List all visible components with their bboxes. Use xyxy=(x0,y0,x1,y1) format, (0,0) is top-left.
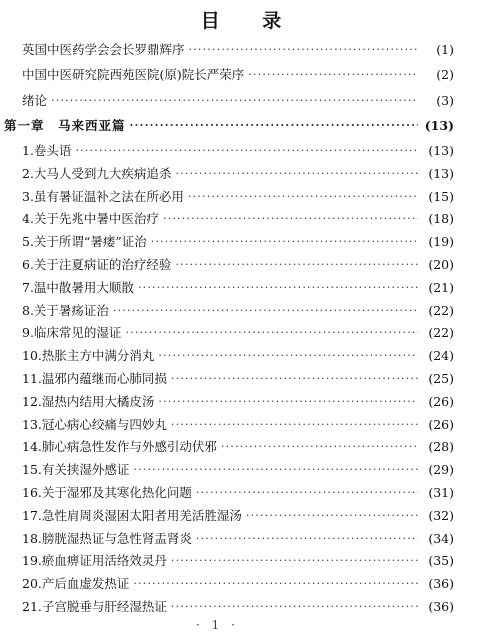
chapter-page: (13) xyxy=(424,118,454,133)
toc-entry-title: 12.湿热内结用大橘皮汤 xyxy=(22,393,155,409)
leader-dots xyxy=(246,506,418,526)
toc-entry-title: 15.有关挟湿外感证 xyxy=(22,462,130,478)
toc-entry xyxy=(0,278,482,298)
toc-entry xyxy=(0,209,482,229)
toc-entry-title: 5.关于所谓“暑痿”证治 xyxy=(22,234,147,250)
toc-entry xyxy=(0,323,482,343)
toc-entry-title: 16.关于湿邪及其寒化热化问题 xyxy=(22,485,192,500)
leader-dots xyxy=(51,91,418,111)
leader-dots xyxy=(175,164,418,184)
leader-dots xyxy=(171,551,418,571)
toc-entry-title: 19.瘀血痹证用活络效灵丹 xyxy=(22,553,167,569)
page-footer-mark: · 1 · xyxy=(196,618,239,632)
toc-entry-page: (22) xyxy=(428,325,454,341)
leader-dots xyxy=(151,232,418,252)
leader-dots xyxy=(158,392,418,412)
leader-dots xyxy=(221,437,418,457)
toc-entry-title: 3.虽有暑证温补之法在所必用 xyxy=(22,188,184,204)
toc-entry xyxy=(0,141,482,161)
leader-dots xyxy=(189,40,418,60)
toc-entry xyxy=(0,483,482,503)
toc-entry-page: (13) xyxy=(428,165,454,181)
toc-entry xyxy=(0,506,482,526)
leader-dots xyxy=(113,301,418,321)
toc-entry-title: 8.关于暑疡证治 xyxy=(22,302,109,318)
toc-entry-page: (18) xyxy=(428,211,454,227)
leader-dots xyxy=(175,255,418,275)
leader-dots xyxy=(130,116,418,136)
toc-entry-title: 9.临床常见的湿证 xyxy=(22,325,122,341)
toc-entry xyxy=(0,187,482,207)
toc-entry-title: 13.冠心病心绞痛与四妙丸 xyxy=(22,416,167,432)
toc-entry-page: (36) xyxy=(428,576,454,592)
toc-entry-page: (25) xyxy=(428,371,454,386)
toc-entry-title: 绪论 xyxy=(22,93,48,108)
toc-entry-page: (31) xyxy=(428,485,454,500)
toc-entry xyxy=(0,460,482,480)
toc-entry-page: (19) xyxy=(428,234,454,250)
toc-entry-front-3 xyxy=(0,91,482,111)
toc-entry-page: (26) xyxy=(428,416,454,432)
toc-entry-title: 18.膀胱湿热证与急性肾盂肾炎 xyxy=(22,530,192,546)
toc-entry-title: 中国中医研究院西苑医院(原)院长严荣序 xyxy=(22,67,245,82)
toc-entry-title: 11.温邪内蕴继而心肺同损 xyxy=(22,371,167,386)
toc-entry-page: (22) xyxy=(428,302,454,318)
toc-chapter-heading xyxy=(0,116,482,136)
leader-dots xyxy=(188,187,418,207)
toc-entry xyxy=(0,346,482,366)
leader-dots xyxy=(171,597,418,617)
leader-dots xyxy=(75,141,418,161)
toc-entry-page: (28) xyxy=(428,439,454,455)
page-title: 目 录 xyxy=(200,10,300,32)
toc-entry-page: (21) xyxy=(428,279,454,295)
toc-entry-page: (1) xyxy=(436,42,454,57)
toc-entry-title: 21.子宫脱垂与肝经湿热证 xyxy=(22,599,167,614)
toc-entry-title: 1.卷头语 xyxy=(22,143,72,158)
toc-entry-page: (20) xyxy=(428,257,454,272)
toc-entry-page: (34) xyxy=(428,530,454,546)
toc-entry-title: 17.急性肩周炎湿困太阳者用羌活胜湿汤 xyxy=(22,507,242,523)
toc-entry-page: (15) xyxy=(428,188,454,204)
toc-entry-title: 20.产后血虚发热证 xyxy=(22,576,130,592)
toc-entry-front-2 xyxy=(0,65,482,85)
leader-dots xyxy=(133,460,418,480)
toc-entry-page: (26) xyxy=(428,393,454,409)
toc-entry xyxy=(0,164,482,184)
toc-entry-title: 2.大马人受到九大疾病追杀 xyxy=(22,165,172,181)
toc-entry-title: 14.肺心病急性发作与外感引动伏邪 xyxy=(22,439,217,455)
leader-dots xyxy=(158,346,418,366)
toc-entry-page: (3) xyxy=(436,93,454,108)
toc-entry xyxy=(0,232,482,252)
toc-entry xyxy=(0,392,482,412)
leader-dots xyxy=(125,323,418,343)
toc-entry-page: (2) xyxy=(436,67,454,82)
leader-dots xyxy=(171,415,418,435)
toc-entry xyxy=(0,437,482,457)
toc-entry xyxy=(0,415,482,435)
leader-dots xyxy=(171,369,418,389)
leader-dots xyxy=(163,209,418,229)
toc-entry-page: (29) xyxy=(428,462,454,478)
toc-entry-title: 4.关于先兆中暑中医治疗 xyxy=(22,211,159,227)
toc-entry-title: 10.热胀主方中满分消丸 xyxy=(22,348,155,364)
leader-dots xyxy=(133,574,418,594)
toc-entry-page: (32) xyxy=(428,507,454,523)
toc-entry-title: 7.温中散暑用大顺散 xyxy=(22,279,134,295)
toc-entry-front-1 xyxy=(0,40,482,60)
toc-entry-title: 英国中医药学会会长罗鼎辉序 xyxy=(22,42,185,57)
toc-entry xyxy=(0,255,482,275)
toc-entry-page: (24) xyxy=(428,348,454,364)
toc-entry xyxy=(0,574,482,594)
toc-entry xyxy=(0,529,482,549)
toc-entry-page: (36) xyxy=(428,599,454,614)
toc-entry xyxy=(0,551,482,571)
chapter-title: 第一章 马来西亚篇 xyxy=(4,118,126,133)
toc-entry-page: (35) xyxy=(428,553,454,569)
leader-dots xyxy=(138,278,418,298)
toc-entry xyxy=(0,597,482,617)
leader-dots xyxy=(196,529,418,549)
leader-dots xyxy=(248,65,418,85)
leader-dots xyxy=(196,483,418,503)
toc-entry-title: 6.关于注夏病证的治疗经验 xyxy=(22,257,172,272)
toc-entry xyxy=(0,369,482,389)
toc-entry-page: (13) xyxy=(428,143,454,158)
toc-entry xyxy=(0,301,482,321)
